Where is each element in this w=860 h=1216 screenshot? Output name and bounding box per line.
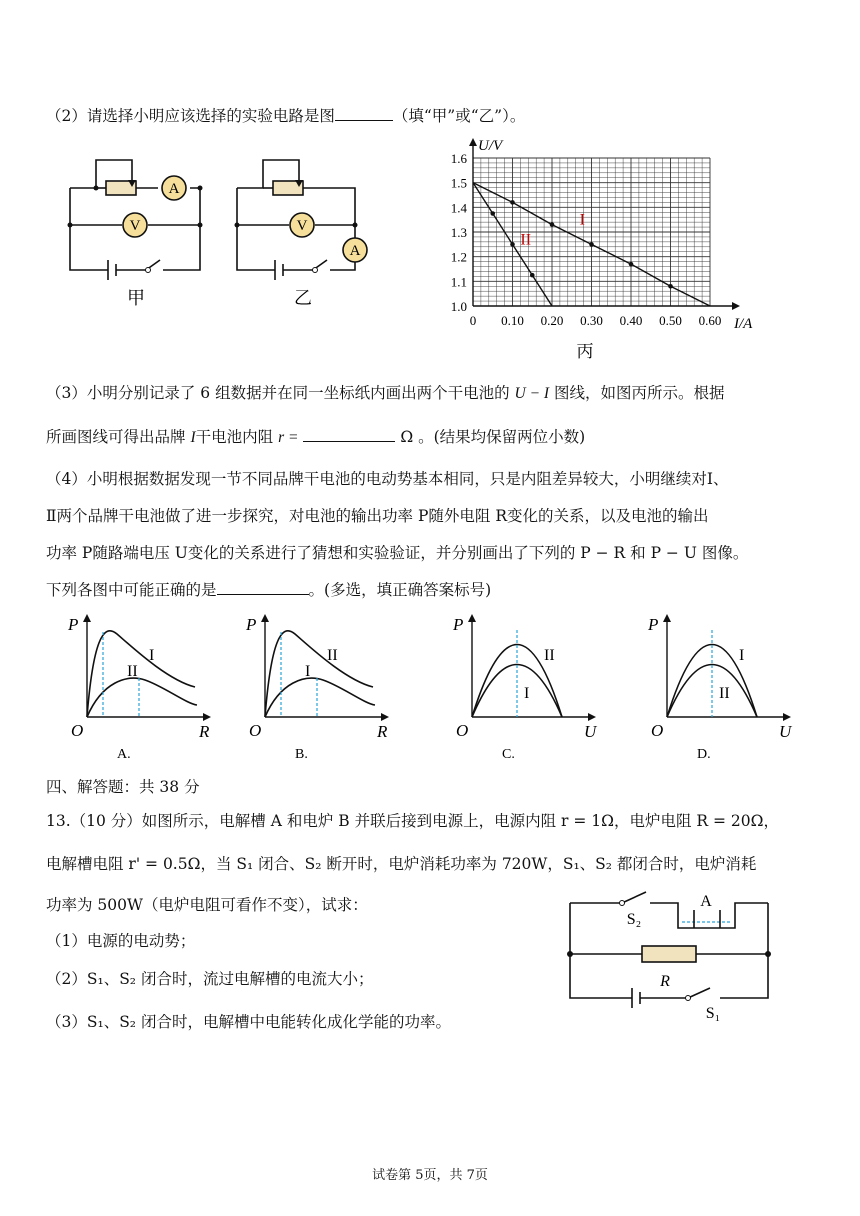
answer-blank[interactable] bbox=[303, 427, 395, 442]
curve-label-bottom: I bbox=[305, 663, 311, 680]
svg-text:S₂: S₂ bbox=[626, 911, 642, 928]
curve-label-top: II bbox=[544, 647, 555, 664]
option-graph-c bbox=[450, 612, 600, 762]
y-axis-arrow bbox=[261, 614, 269, 622]
p-axis-label: P bbox=[453, 615, 464, 634]
x-tick-label: 0 bbox=[469, 313, 477, 328]
q13-line2: 电解槽电阻 r' = 0.5Ω，当 S₁ 闭合、S₂ 断开时，电炉消耗功率为 720W，S₁、S₂ 都闭合时，电炉消耗 bbox=[46, 855, 757, 873]
q4-line2: Ⅱ两个品牌干电池做了进一步探究，对电池的输出功率 P随外电阻 R变化的关系，以及电池的输出 bbox=[46, 507, 709, 525]
x-axis-arrow bbox=[783, 713, 791, 721]
y-tick-label: 1.6 bbox=[450, 151, 467, 166]
x-tick-label: 0.20 bbox=[540, 313, 564, 328]
x-axis-arrow bbox=[732, 302, 740, 310]
data-point bbox=[530, 273, 535, 278]
option-graph-a bbox=[65, 612, 215, 762]
x-axis-arrow bbox=[381, 713, 389, 721]
curve-label-top: II bbox=[327, 647, 338, 664]
q13-circuit bbox=[560, 888, 790, 1028]
q13-sub3: （3）S₁、S₂ 闭合时，电解槽中电能转化成化学能的功率。 bbox=[46, 1013, 451, 1031]
p-axis-label: P bbox=[648, 615, 659, 634]
svg-text:A: A bbox=[168, 181, 180, 197]
option-label: C. bbox=[502, 747, 515, 762]
curve-label-top: I bbox=[739, 647, 745, 664]
circuit-yi bbox=[227, 150, 387, 310]
y-tick-label: 1.0 bbox=[450, 299, 467, 314]
answer-blank[interactable] bbox=[335, 106, 393, 121]
y-tick-label: 1.3 bbox=[450, 225, 467, 240]
data-point bbox=[490, 211, 495, 216]
svg-text:R: R bbox=[660, 973, 670, 990]
x-axis-letter: U bbox=[779, 722, 792, 741]
option-label: A. bbox=[117, 747, 131, 762]
ui-graph bbox=[430, 138, 760, 368]
x-axis-letter: R bbox=[377, 722, 388, 741]
x-tick-label: 0.60 bbox=[698, 313, 722, 328]
origin-label: O bbox=[249, 721, 262, 740]
series-label-1: I bbox=[579, 211, 585, 229]
answer-blank[interactable] bbox=[217, 580, 309, 595]
q13-line3: 功率为 500W（电炉电阻可看作不变），试求： bbox=[46, 896, 368, 914]
origin-label: O bbox=[651, 721, 664, 740]
svg-text:A: A bbox=[700, 893, 712, 910]
y-axis-arrow bbox=[468, 614, 476, 622]
option-graph-b bbox=[243, 612, 393, 762]
y-tick-label: 1.5 bbox=[450, 175, 467, 191]
label-yi: 乙 bbox=[294, 288, 312, 308]
origin-label: O bbox=[71, 721, 84, 740]
x-tick-label: 0.50 bbox=[659, 313, 682, 328]
svg-text:A: A bbox=[349, 243, 361, 259]
q13-line1: 13.（10 分）如图所示，电解槽 A 和电炉 B 并联后接到电源上，电源内阻 r = 1Ω，电炉电阻 R = 20Ω， bbox=[46, 812, 779, 830]
curve-label-top: I bbox=[149, 647, 155, 664]
y-axis-arrow bbox=[469, 138, 477, 146]
label-bing: 丙 bbox=[576, 342, 594, 361]
option-label: B. bbox=[295, 747, 308, 762]
circuit-jia bbox=[60, 150, 220, 310]
curve-label-bottom: II bbox=[127, 663, 138, 680]
x-tick-label: 0.40 bbox=[619, 313, 643, 328]
q13-sub2: （2）S₁、S₂ 闭合时，流过电解槽的电流大小； bbox=[46, 970, 374, 988]
q4-line3: 功率 P随路端电压 U变化的关系进行了猜想和实验验证，并分别画出了下列的 P − R 和 P − U 图像。 bbox=[46, 544, 749, 562]
data-point bbox=[589, 242, 594, 247]
x-axis-letter: U bbox=[584, 722, 597, 741]
data-point bbox=[668, 284, 673, 289]
data-point bbox=[510, 200, 515, 205]
q4-line1: （4）小明根据数据发现一节不同品牌干电池的电动势基本相同，只是内阻差异较大，小明继续对Ⅰ、 bbox=[46, 470, 729, 488]
svg-text:S₁: S₁ bbox=[705, 1005, 721, 1022]
q3-line2: 所画图线可得出品牌 I干电池内阻 r = Ω 。(结果均保留两位小数) bbox=[46, 428, 586, 446]
y-tick-label: 1.1 bbox=[450, 274, 467, 290]
series-label-2: II bbox=[520, 231, 532, 249]
x-axis-letter: R bbox=[199, 722, 210, 741]
graph-grid bbox=[473, 158, 710, 306]
p-axis-label: P bbox=[68, 615, 79, 634]
q13-sub1: （1）电源的电动势； bbox=[46, 932, 196, 950]
q2-text: （2）请选择小明应该选择的实验电路是图 （填“甲”或“乙”）。 bbox=[46, 107, 526, 125]
x-tick-label: 0.30 bbox=[580, 313, 603, 328]
curve-label-bottom: I bbox=[524, 685, 530, 702]
option-graph-d bbox=[645, 612, 795, 762]
y-axis-arrow bbox=[83, 614, 91, 622]
y-tick-label: 1.4 bbox=[450, 200, 467, 216]
origin-label: O bbox=[456, 721, 469, 740]
x-tick-label: 0.10 bbox=[501, 313, 524, 328]
curve-label-bottom: II bbox=[719, 685, 730, 702]
option-label: D. bbox=[697, 747, 711, 762]
page-footer: 试卷第 5页，共 7页 bbox=[372, 1168, 488, 1183]
x-axis-arrow bbox=[203, 713, 211, 721]
graph-axes bbox=[451, 138, 753, 332]
x-axis-label: I/A bbox=[734, 316, 753, 332]
data-point bbox=[629, 262, 634, 267]
p-axis-label: P bbox=[246, 615, 257, 634]
section-title: 四、解答题：共 38 分 bbox=[46, 778, 200, 796]
label-jia: 甲 bbox=[127, 288, 145, 308]
data-point bbox=[550, 222, 555, 227]
data-point bbox=[510, 242, 515, 247]
svg-text:V: V bbox=[129, 218, 141, 234]
q4-line4: 下列各图中可能正确的是 。(多选，填正确答案标号) bbox=[46, 581, 492, 599]
y-axis-label: U/V bbox=[478, 138, 503, 154]
svg-text:V: V bbox=[296, 218, 308, 234]
q3-line1: （3）小明分别记录了 6 组数据并在同一坐标纸内画出两个干电池的 U − I 图线，如图丙所示。根据 bbox=[46, 384, 725, 402]
x-axis-arrow bbox=[588, 713, 596, 721]
y-axis-arrow bbox=[663, 614, 671, 622]
y-tick-label: 1.2 bbox=[450, 249, 467, 265]
